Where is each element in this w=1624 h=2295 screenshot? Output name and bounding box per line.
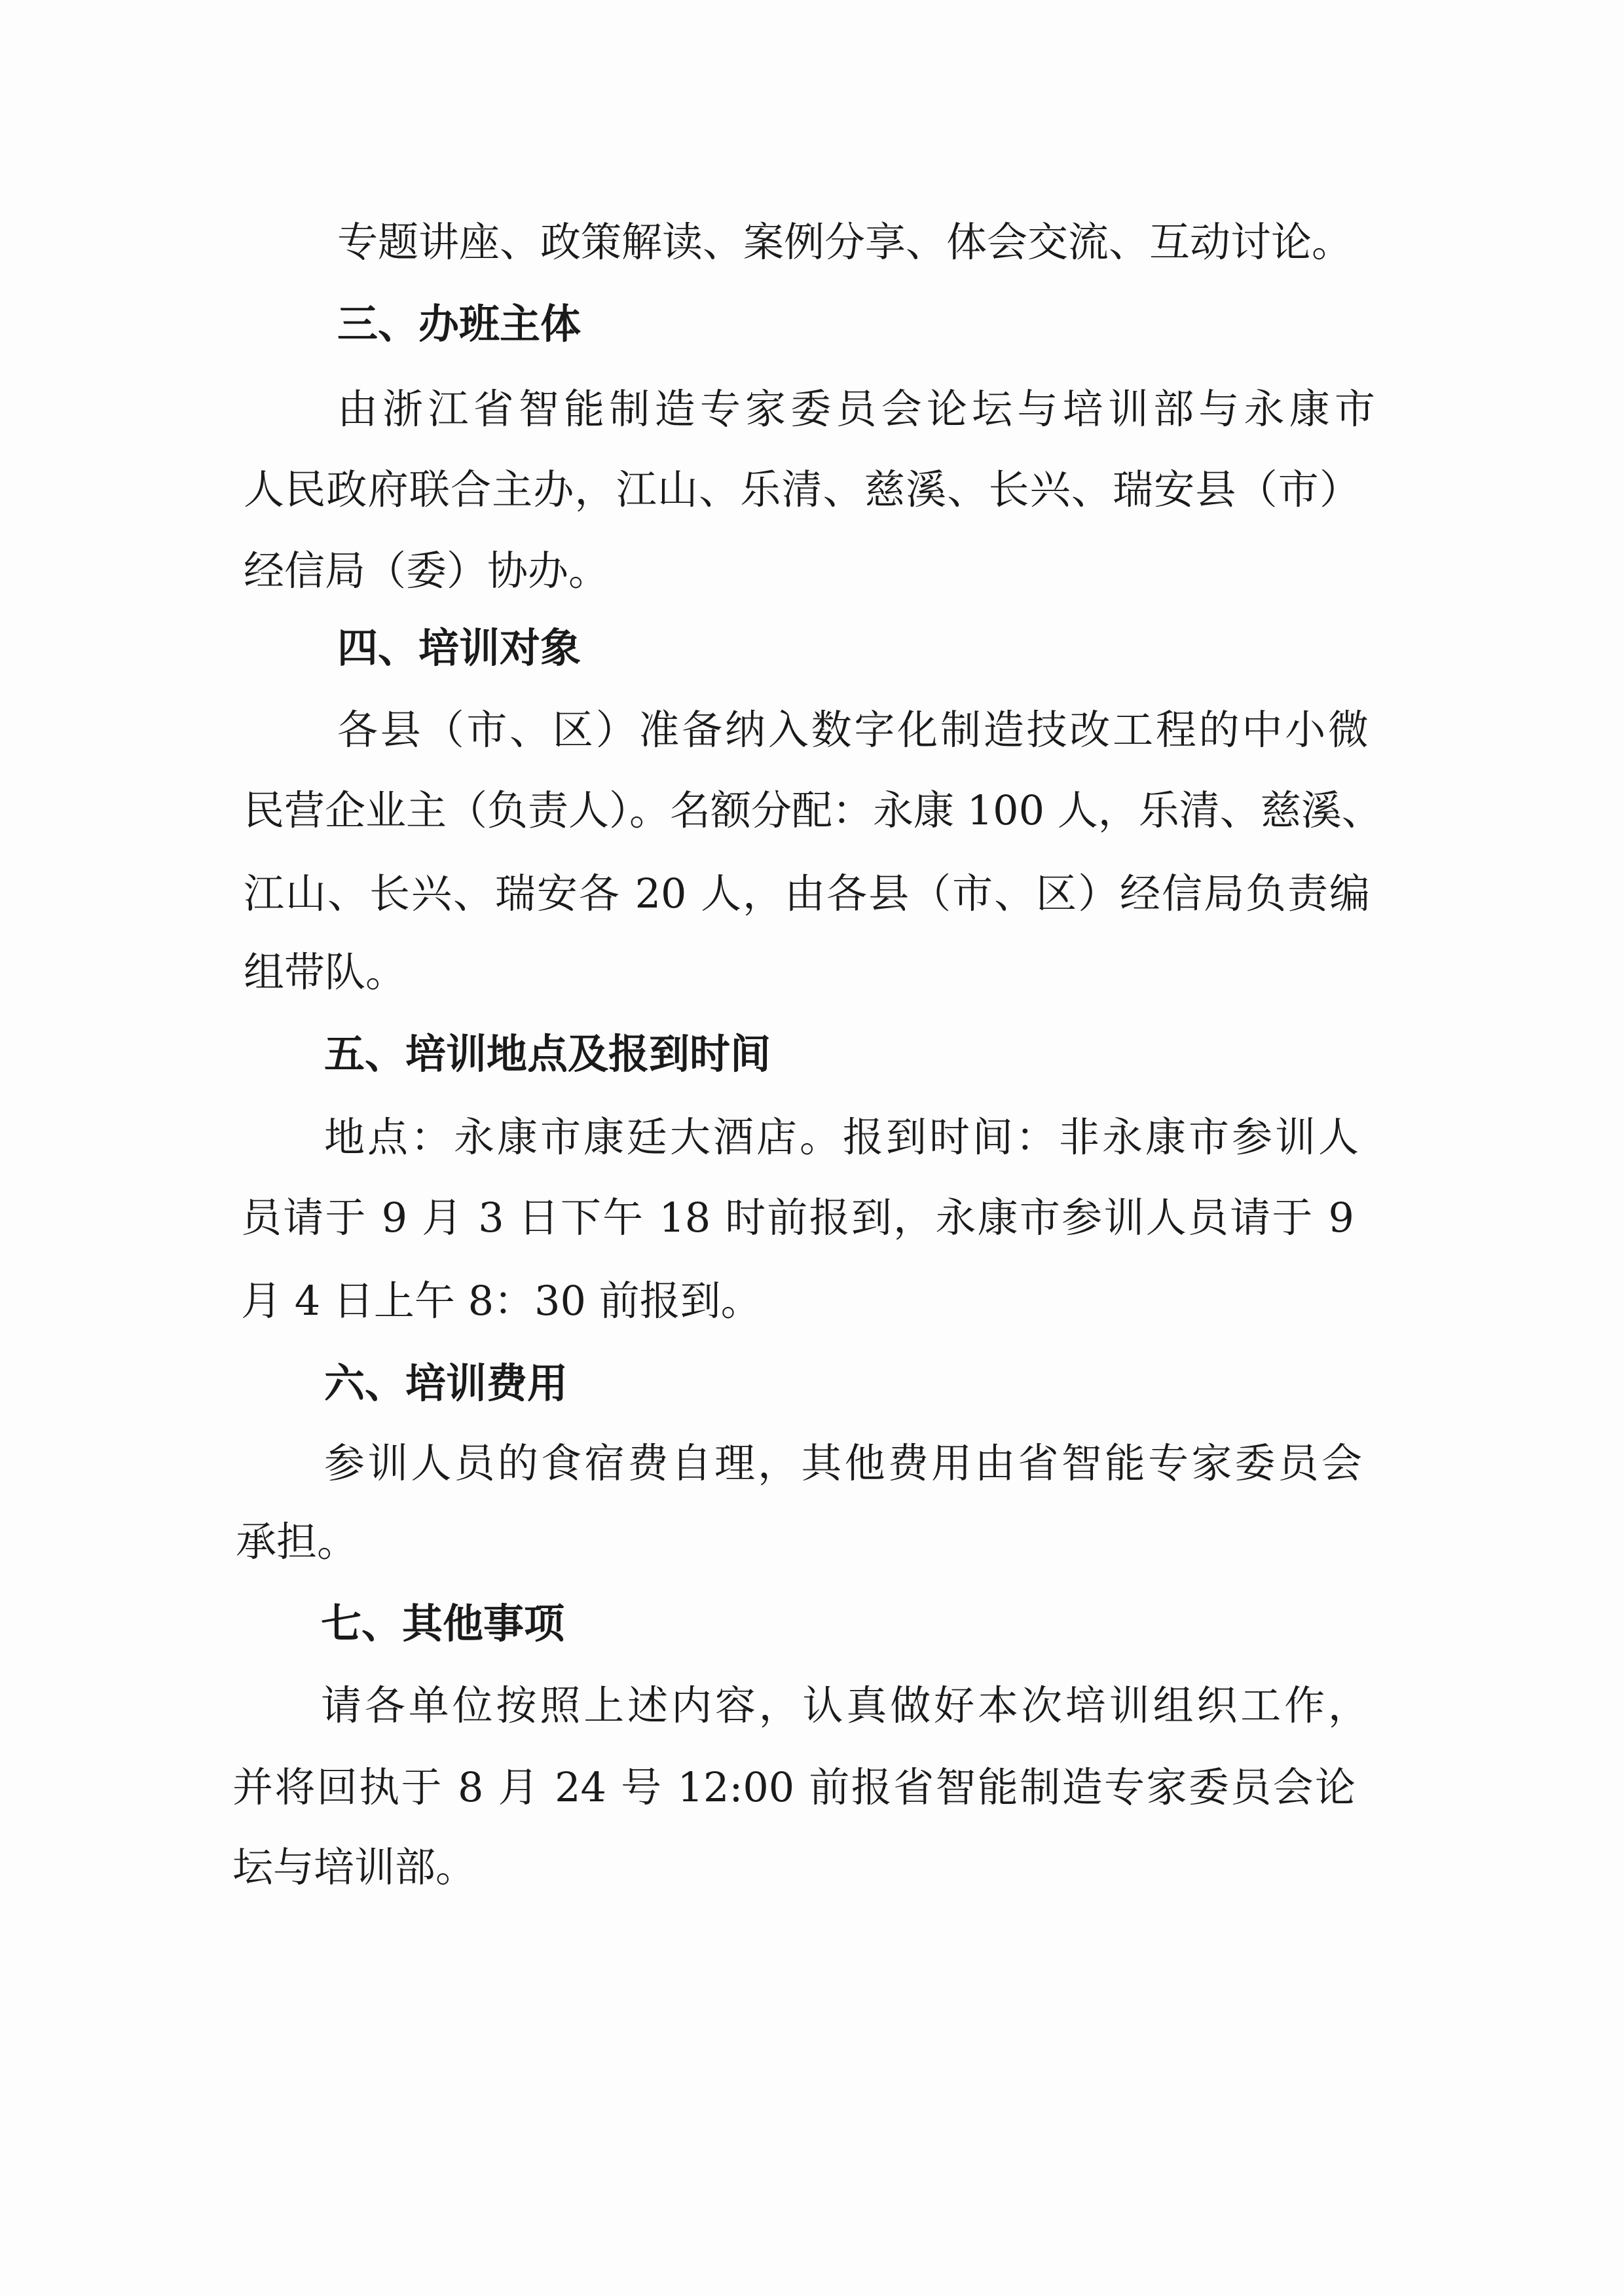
- section-6-text-line-1: 参训人员的食宿费自理，其他费用由省智能专家委员会: [324, 1439, 1362, 1487]
- intro-text-line-1: 专题讲座、政策解读、案例分享、体会交流、互动讨论。: [337, 218, 1353, 266]
- section-7-text-line-2: 并将回执于 8 月 24 号 12:00 前报省智能制造专家委员会论: [232, 1763, 1356, 1811]
- section-4-heading: 四、培训对象: [337, 624, 581, 672]
- section-4-text-line-2: 民营企业主（负责人）。名额分配：永康 100 人，乐清、慈溪、: [244, 786, 1382, 834]
- section-5-text-line-1: 地点：永康市康廷大酒店。报到时间：非永康市参训人: [324, 1113, 1359, 1161]
- section-7-heading: 七、其他事项: [321, 1600, 565, 1647]
- section-3-heading: 三、办班主体: [337, 300, 581, 348]
- section-3-text-line-1: 由浙江省智能制造专家委员会论坛与培训部与永康市: [337, 385, 1375, 433]
- section-6-heading: 六、培训费用: [324, 1359, 568, 1407]
- section-5-text-line-3: 月 4 日上午 8：30 前报到。: [241, 1277, 762, 1325]
- section-7-text-line-3: 坛与培训部。: [232, 1843, 477, 1891]
- section-3-text-line-2: 人民政府联合主办，江山、乐清、慈溪、长兴、瑞安县（市）: [244, 466, 1360, 513]
- section-6-text-line-2: 承担。: [236, 1518, 358, 1566]
- section-5-text-line-2: 员请于 9 月 3 日下午 18 时前报到，永康市参训人员请于 9: [241, 1194, 1354, 1241]
- section-5-heading: 五、培训地点及报到时间: [324, 1030, 771, 1078]
- section-4-text-line-4: 组带队。: [244, 948, 407, 996]
- section-4-text-line-3: 江山、长兴、瑞安各 20 人，由各县（市、区）经信局负责编: [244, 870, 1370, 917]
- section-7-text-line-1: 请各单位按照上述内容，认真做好本次培训组织工作，: [321, 1681, 1369, 1729]
- section-4-text-line-1: 各县（市、区）准备纳入数字化制造技改工程的中小微: [337, 706, 1369, 754]
- section-3-text-line-3: 经信局（委）协办。: [244, 547, 610, 595]
